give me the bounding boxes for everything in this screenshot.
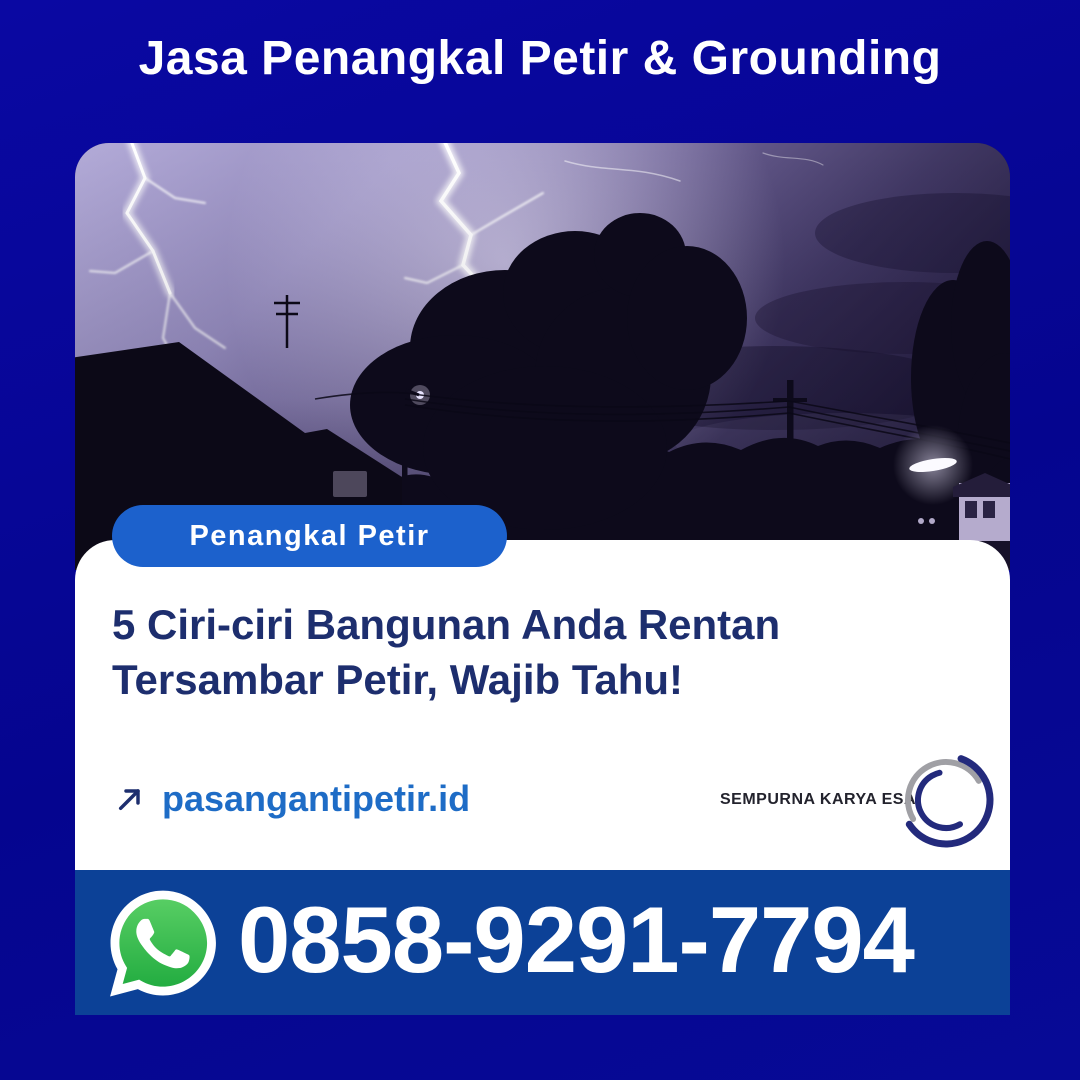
category-badge <box>112 505 507 567</box>
company-logo-swirl-icon <box>896 750 996 850</box>
whatsapp-icon <box>110 883 216 1004</box>
category-badge-label: Penangkal Petir <box>189 519 430 552</box>
phone-number[interactable]: 0858-9291-7794 <box>238 886 914 992</box>
arrow-up-right-icon <box>114 783 146 815</box>
website-link[interactable] <box>114 778 470 820</box>
page-title: Jasa Penangkal Petir & Grounding <box>138 32 942 85</box>
whatsapp-contact-bar[interactable] <box>75 870 1010 1015</box>
company-name: SEMPURNA KARYA ESA <box>720 791 916 808</box>
headline: 5 Ciri-ciri Bangunan Anda Rentan Tersambar Petir, Wajib Tahu! <box>112 601 781 703</box>
company-logo <box>688 745 988 855</box>
website-url: pasangantipetir.id <box>162 778 471 819</box>
content-card <box>75 540 1010 870</box>
